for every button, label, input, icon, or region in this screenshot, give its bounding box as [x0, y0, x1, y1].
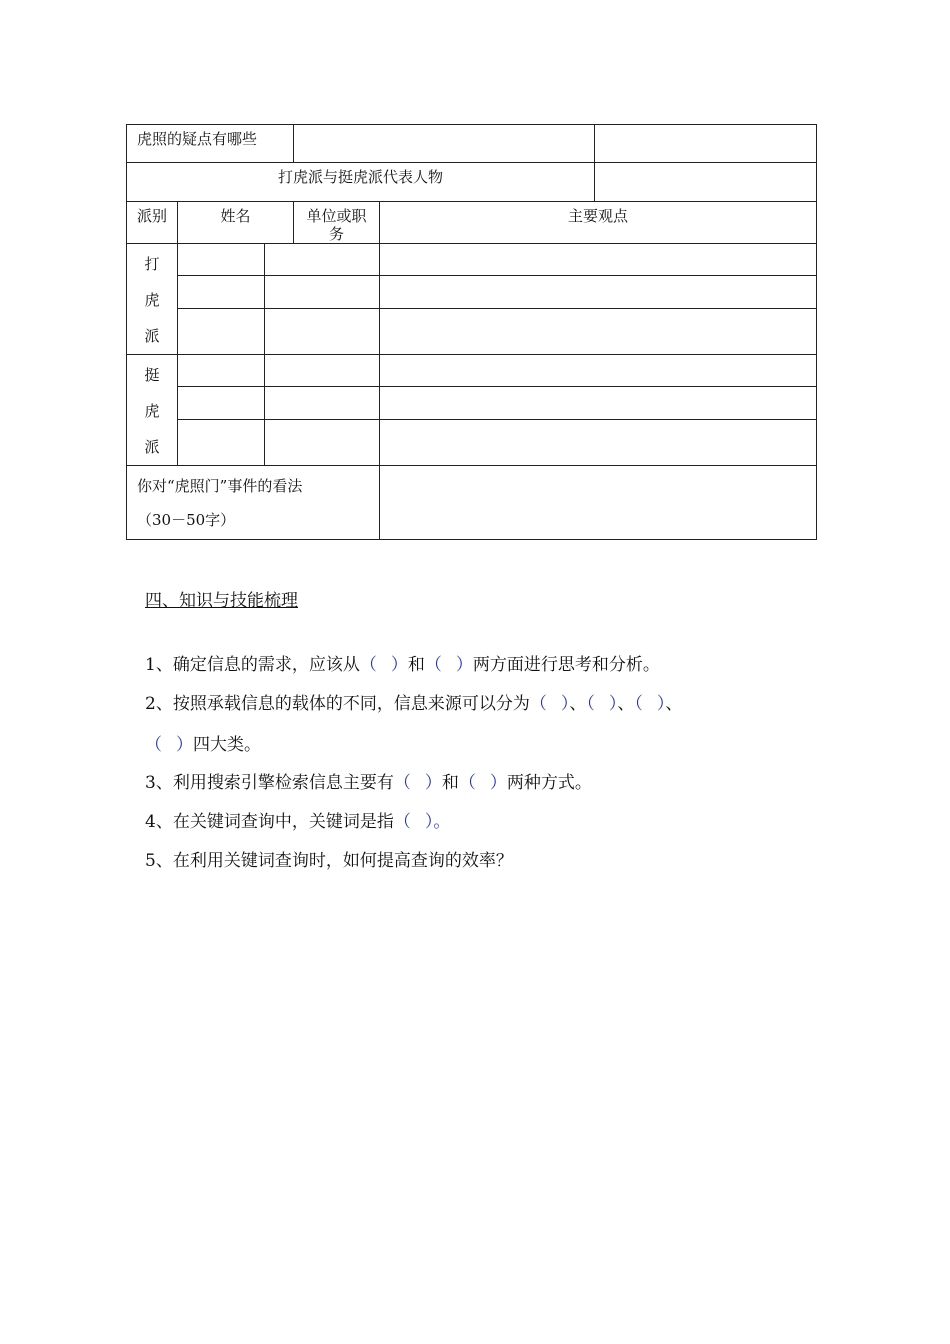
answer-blank[interactable]: （ ） [529, 694, 570, 714]
question-2: 2、按照承载信息的载体的不同，信息来源可以分为（ ）、（ ）、（ ）、 [145, 694, 683, 714]
position-cell[interactable] [265, 244, 380, 276]
section-title: 四、知识与技能梳理 [145, 591, 298, 611]
name-cell[interactable] [178, 355, 265, 387]
viewpoint-cell[interactable] [380, 355, 817, 387]
answer-blank[interactable]: （ ） [458, 773, 507, 793]
question-1: 1、确定信息的需求，应该从（ ）和（ ）两方面进行思考和分析。 [145, 655, 660, 675]
factions-title-cell [127, 163, 595, 202]
position-cell[interactable] [265, 308, 380, 354]
position-cell[interactable] [265, 419, 380, 465]
name-cell[interactable] [178, 387, 265, 419]
answer-blank[interactable]: （ ） [393, 812, 434, 832]
name-cell[interactable] [178, 308, 265, 354]
answer-blank[interactable]: （ ） [634, 694, 666, 714]
header-name: 姓名 [178, 202, 294, 244]
opinion-label-cell [127, 466, 380, 540]
header-faction: 派别 [127, 202, 178, 244]
viewpoint-cell[interactable] [380, 387, 817, 419]
name-cell[interactable] [178, 276, 265, 308]
faction-support-label: 挺 虎 派 [127, 355, 178, 466]
question-3: 3、利用搜索引擎检索信息主要有（ ）和（ ）两种方式。 [145, 773, 592, 793]
answer-blank[interactable]: （ ） [145, 735, 193, 755]
question-5: 5、在利用关键词查询时，如何提高查询的效率？ [145, 851, 513, 871]
answer-blank[interactable]: （ ） [359, 655, 408, 675]
answer-blank[interactable]: （ ） [424, 655, 473, 675]
opinion-answer-cell[interactable] [380, 466, 817, 540]
question-2-cont: （ ）四大类。 [145, 735, 261, 755]
info-table [126, 124, 816, 540]
position-cell[interactable] [265, 355, 380, 387]
viewpoint-cell[interactable] [380, 244, 817, 276]
factions-title: 打虎派与挺虎派代表人物 [278, 168, 444, 186]
factions-extra-cell[interactable] [595, 163, 817, 202]
opinion-label: 你对“虎照门”事件的看法 [137, 477, 303, 495]
opinion-hint: （30－50字） [137, 511, 236, 529]
question-4: 4、在关键词查询中，关键词是指（ ）。 [145, 812, 451, 832]
doubts-answer-cell[interactable] [294, 125, 595, 163]
header-position: 单位或职务 [294, 202, 380, 244]
doubts-extra-cell[interactable] [595, 125, 817, 163]
viewpoint-cell[interactable] [380, 308, 817, 354]
header-viewpoint: 主要观点 [380, 202, 817, 244]
position-cell[interactable] [265, 387, 380, 419]
answer-blank[interactable]: （ ） [393, 773, 442, 793]
faction-hit-label: 打 虎 派 [127, 244, 178, 355]
answer-blank[interactable]: （ ） [586, 694, 618, 714]
viewpoint-cell[interactable] [380, 419, 817, 465]
doubts-label-cell [127, 125, 294, 163]
name-cell[interactable] [178, 419, 265, 465]
position-cell[interactable] [265, 276, 380, 308]
name-cell[interactable] [178, 244, 265, 276]
viewpoint-cell[interactable] [380, 276, 817, 308]
doubts-label: 虎照的疑点有哪些 [137, 130, 258, 148]
